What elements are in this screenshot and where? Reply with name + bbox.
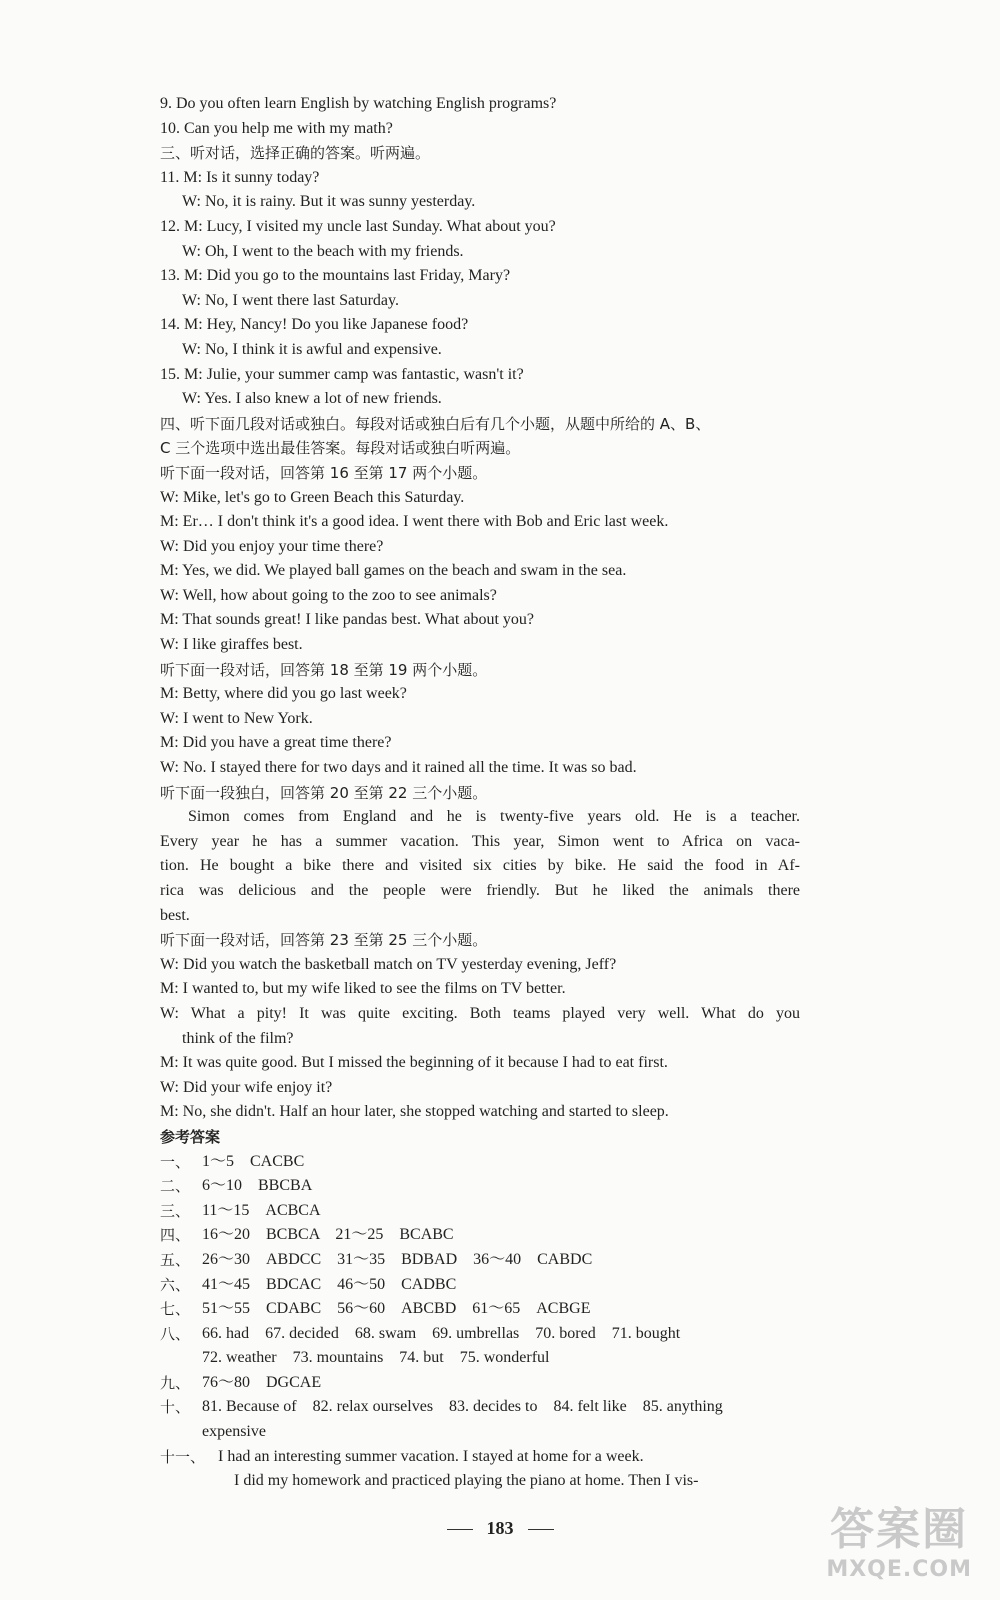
answer-value: 76～80 DGCAE [202, 1373, 322, 1391]
answer-key [160, 1150, 800, 1494]
answer-value: 66. had 67. decided 68. swam 69. umbrellas 70. bored 71. bought [202, 1324, 681, 1342]
answer-row [160, 1297, 800, 1322]
answer-value: 72. weather 73. mountains 74. but 75. wonderful [202, 1349, 550, 1367]
watermark-url: MXQE.COM [826, 1557, 972, 1582]
answer-value: 81. Because of 82. relax ourselves 83. decides to 84. felt like 85. anything [202, 1398, 723, 1416]
text-line: tion. He bought a bike there and visited six cities by bike. He said the food in Af- [160, 857, 800, 875]
answer-row [160, 1469, 800, 1494]
text-line: 四、听下面几段对话或独白。每段对话或独白后有几个小题，从题中所给的 A、B、 [160, 414, 711, 433]
answer-label: 十一、 [160, 1447, 206, 1466]
text-line: 听下面一段独白，回答第 20 至第 22 三个小题。 [160, 783, 488, 802]
answer-row [160, 1445, 800, 1470]
watermark-logo: 答案圈 [830, 1504, 969, 1555]
text-line: W: I like giraffes best. [160, 636, 303, 654]
text-line: W: I went to New York. [160, 709, 313, 727]
answer-label: 八、 [160, 1324, 191, 1343]
text-line: W: Did you watch the basketball match on TV yesterday evening, Jeff? [160, 955, 617, 973]
text-line: best. [160, 906, 190, 924]
text-line: C 三个选项中选出最佳答案。每段对话或独白听两遍。 [160, 439, 521, 458]
text-line: rica was delicious and the people were friendly. But he liked the animals there [160, 882, 800, 899]
text-line: 听下面一段对话，回答第 23 至第 25 三个小题。 [160, 931, 488, 950]
answer-row [160, 1223, 800, 1248]
text-line: Every year he has a summer vacation. This year, Simon went to Africa on vaca- [160, 832, 800, 850]
answer-row [160, 1420, 800, 1445]
answer-page [160, 92, 800, 1494]
answer-label: 二、 [160, 1177, 191, 1196]
text-line: M: I wanted to, but my wife liked to see the films on TV better. [160, 980, 566, 998]
text-line: 三、听对话，选择正确的答案。听两遍。 [160, 144, 431, 163]
transcript-lines [160, 92, 800, 1150]
answer-label: 五、 [160, 1250, 191, 1269]
answer-row [160, 1395, 800, 1420]
text-line: W: Oh, I went to the beach with my friends. [182, 242, 464, 260]
text-line: 参考答案 [160, 1127, 221, 1146]
answer-row [160, 1174, 800, 1199]
text-line: 听下面一段对话，回答第 18 至第 19 两个小题。 [160, 660, 488, 679]
answer-label [160, 1420, 202, 1445]
text-line: think of the film? [182, 1029, 294, 1047]
page-number-text: 183 [486, 1518, 514, 1538]
text-line: W: No, I think it is awful and expensive. [182, 340, 442, 358]
text-line: 11. M: Is it sunny today? [160, 168, 320, 186]
answer-label: 三、 [160, 1201, 191, 1220]
answer-row [160, 1273, 800, 1298]
text-line: W: Mike, let's go to Green Beach this Saturday. [160, 488, 465, 506]
answer-row [160, 1346, 800, 1371]
answer-label [160, 1469, 202, 1494]
answer-row [160, 1199, 800, 1224]
answer-value: 26～30 ABDCC 31～35 BDBAD 36～40 CABDC [202, 1250, 593, 1268]
answer-value: I had an interesting summer vacation. I stayed at home for a week. [202, 1447, 644, 1465]
text-line: W: Did your wife enjoy it? [160, 1078, 333, 1096]
text-line: 10. Can you help me with my math? [160, 119, 393, 137]
answer-label: 一、 [160, 1152, 191, 1171]
text-line: W: No. I stayed there for two days and it rained all the time. It was so bad. [160, 759, 637, 777]
text-line: M: Did you have a great time there? [160, 734, 392, 752]
text-line: 14. M: Hey, Nancy! Do you like Japanese food? [160, 316, 469, 334]
text-line: W: What a pity! It was quite exciting. Both teams played very well. What do you [160, 1004, 800, 1022]
answer-label: 九、 [160, 1373, 191, 1392]
answer-value: 51～55 CDABC 56～60 ABCBD 61～65 ACBGE [202, 1300, 591, 1318]
text-line: W: No, I went there last Saturday. [182, 291, 399, 309]
text-line: W: No, it is rainy. But it was sunny yesterday. [182, 193, 476, 211]
text-line: Simon comes from England and he is twenty-five years old. He is a teacher. [188, 808, 800, 826]
answer-value: 41～45 BDCAC 46～50 CADBC [202, 1275, 457, 1293]
text-line: 听下面一段对话，回答第 16 至第 17 两个小题。 [160, 463, 488, 482]
watermark [826, 1493, 972, 1582]
text-line: 12. M: Lucy, I visited my uncle last Sunday. What about you? [160, 217, 556, 235]
text-line: W: Well, how about going to the zoo to see animals? [160, 586, 497, 604]
text-line: 15. M: Julie, your summer camp was fantastic, wasn't it? [160, 365, 524, 383]
answer-value: 11～15 ACBCA [202, 1201, 321, 1219]
text-line: M: Er… I don't think it's a good idea. I went there with Bob and Eric last week. [160, 513, 669, 531]
text-line: M: No, she didn't. Half an hour later, she stopped watching and started to sleep. [160, 1103, 669, 1121]
answer-row [160, 1371, 800, 1396]
answer-value: 6～10 BBCBA [202, 1177, 313, 1195]
text-line: 9. Do you often learn English by watching English programs? [160, 95, 557, 112]
answer-row [160, 1150, 800, 1175]
text-line: 13. M: Did you go to the mountains last Friday, Mary? [160, 267, 511, 285]
answer-label: 十、 [160, 1398, 191, 1417]
answer-label: 六、 [160, 1275, 191, 1294]
text-line: M: Betty, where did you go last week? [160, 685, 407, 703]
text-line: M: It was quite good. But I missed the beginning of it because I had to eat first. [160, 1054, 668, 1072]
answer-value: I did my homework and practiced playing the piano at home. Then I vis- [202, 1472, 699, 1490]
text-line: M: That sounds great! I like pandas best. What about you? [160, 611, 534, 629]
answer-row [160, 1248, 800, 1273]
answer-value: 16～20 BCBCA 21～25 BCABC [202, 1226, 454, 1244]
answer-label: 七、 [160, 1300, 191, 1319]
answer-label: 四、 [160, 1226, 191, 1245]
text-line: W: Did you enjoy your time there? [160, 537, 384, 555]
answer-row [160, 1322, 800, 1347]
answer-value: 1～5 CACBC [202, 1152, 305, 1170]
answer-value: expensive [202, 1423, 266, 1441]
text-line: W: Yes. I also knew a lot of new friends. [182, 390, 442, 408]
answer-label [160, 1346, 202, 1371]
text-line: M: Yes, we did. We played ball games on the beach and swam in the sea. [160, 562, 627, 580]
